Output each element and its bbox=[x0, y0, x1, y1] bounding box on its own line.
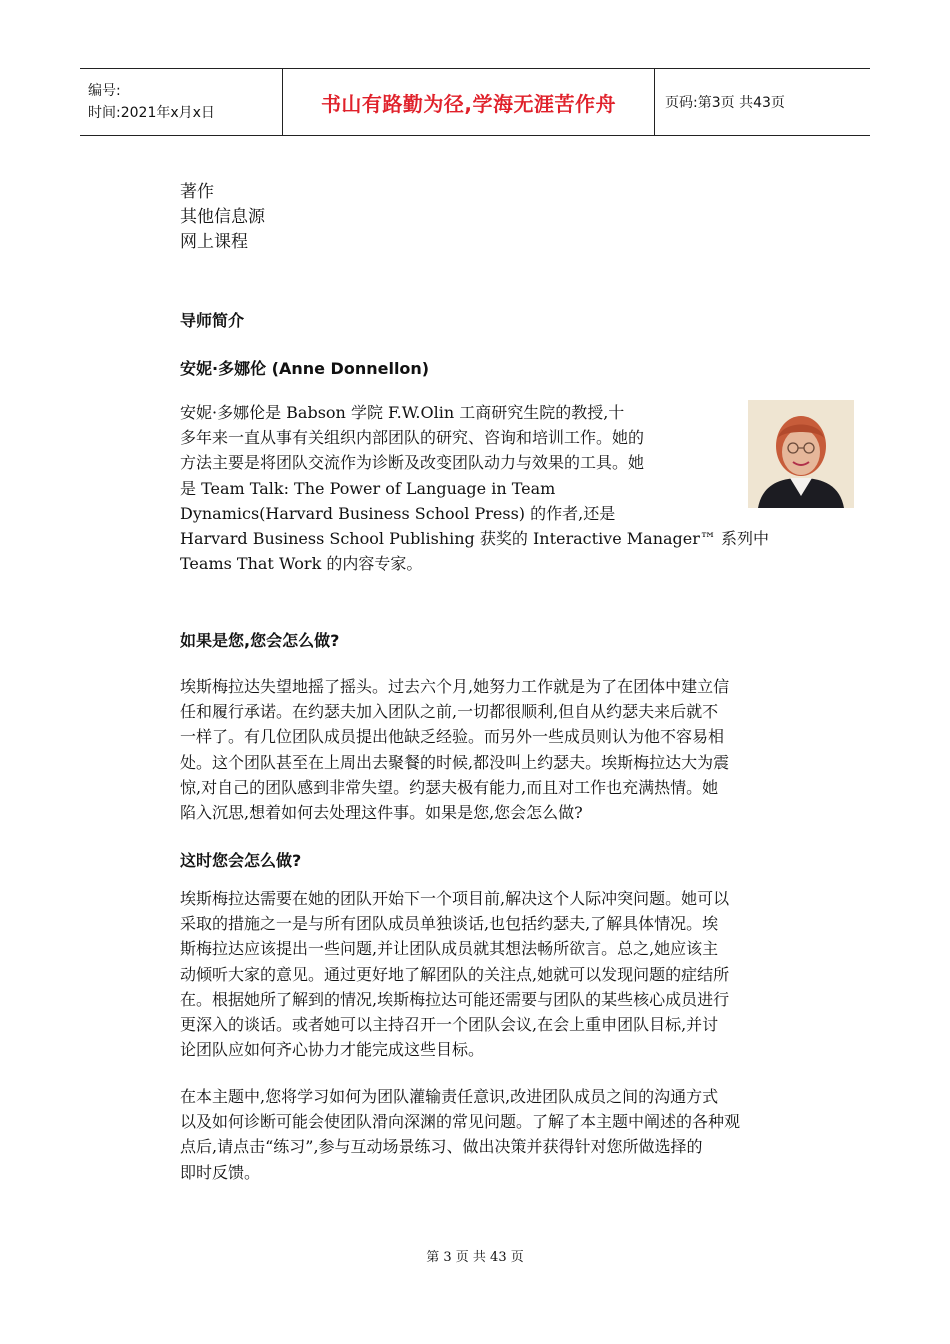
bio-line: 方法主要是将团队交流作为诊断及改变团队动力与效果的工具。她 bbox=[180, 453, 645, 473]
header-motto-cell bbox=[282, 69, 655, 135]
bio-line: 安妮·多娜伦是 Babson 学院 F.W.Olin 工商研究生院的教授,十 bbox=[180, 403, 625, 422]
resource-item: 其他信息源 bbox=[180, 207, 265, 227]
q2-line: 埃斯梅拉达需要在她的团队开始下一个项目前,解决这个人际冲突问题。她可以 bbox=[180, 889, 730, 908]
q2-line: 动倾听大家的意见。通过更好地了解团队的关注点,她就可以发现问题的症结所 bbox=[180, 964, 730, 984]
q1-paragraph bbox=[180, 674, 852, 825]
header-motto: 书山有路勤为径,学海无涯苦作舟 bbox=[320, 91, 617, 116]
resource-list bbox=[180, 180, 852, 255]
bio-line: 多年来一直从事有关组织内部团队的研究、咨询和培训工作。她的 bbox=[180, 428, 645, 448]
page-footer: 第 3 页 共 43 页 bbox=[426, 1250, 524, 1265]
q2-line: 采取的措施之一是与所有团队成员单独谈话,也包括约瑟夫,了解具体情况。埃 bbox=[180, 914, 719, 934]
q2-line: 斯梅拉达应该提出一些问题,并让团队成员就其想法畅所欲言。总之,她应该主 bbox=[180, 939, 719, 959]
q1-line: 埃斯梅拉达失望地摇了摇头。过去六个月,她努力工作就是为了在团体中建立信 bbox=[180, 677, 730, 696]
q2-paragraph bbox=[180, 886, 852, 1062]
resource-item: 网上课程 bbox=[180, 232, 248, 252]
intro-line: 在本主题中,您将学习如何为团队灌输责任意识,改进团队成员之间的沟通方式 bbox=[180, 1087, 719, 1106]
q2-line: 论团队应如何齐心协力才能完成这些目标。 bbox=[180, 1040, 485, 1060]
header-meta bbox=[80, 69, 282, 135]
header-page-info bbox=[655, 69, 870, 135]
intro-line: 即时反馈。 bbox=[180, 1162, 261, 1182]
q1-line: 任和履行承诺。在约瑟夫加入团队之前,一切都很顺利,但自从约瑟夫来后就不 bbox=[180, 702, 719, 722]
intro-line: 以及如何诊断可能会使团队滑向深渊的常见问题。了解了本主题中阐述的各种观 bbox=[180, 1112, 741, 1132]
q1-line: 一样了。有几位团队成员提出他缺乏经验。而另外一些成员则认为他不容易相 bbox=[180, 727, 725, 747]
q2-line: 在。根据她所了解到的情况,埃斯梅拉达可能还需要与团队的某些核心成员进行 bbox=[180, 989, 730, 1009]
intro-line: 点后,请点击“练习”,参与互动场景练习、做出决策并获得针对您所做选择的 bbox=[180, 1137, 703, 1157]
bio-line: 是 Team Talk: The Power of Language in Team bbox=[180, 478, 556, 498]
page-header bbox=[80, 68, 870, 136]
portrait-illustration-icon bbox=[748, 400, 854, 508]
q2-line: 更深入的谈话。或者她可以主持召开一个团队会议,在会上重申团队目标,并讨 bbox=[180, 1015, 719, 1035]
mentor-portrait bbox=[748, 400, 854, 508]
doc-number-label: 编号: bbox=[88, 83, 121, 99]
bio-line: Teams That Work 的内容专家。 bbox=[180, 554, 423, 574]
bio-line: Dynamics(Harvard Business School Press) 的作者,还是 bbox=[180, 503, 616, 523]
q1-line: 处。这个团队甚至在上周出去聚餐的时候,都没叫上约瑟夫。埃斯梅拉达大为震 bbox=[180, 752, 730, 772]
resource-item: 著作 bbox=[180, 182, 214, 202]
bio-line: Harvard Business School Publishing 获奖的 Interactive Manager™ 系列中 bbox=[180, 529, 769, 549]
q1-title: 如果是您,您会怎么做? bbox=[180, 631, 340, 650]
mentor-section-title: 导师简介 bbox=[180, 311, 245, 330]
intro-paragraph bbox=[180, 1084, 852, 1185]
page-info-text: 页码:第3页 共43页 bbox=[665, 95, 785, 111]
q2-title: 这时您会怎么做? bbox=[180, 851, 302, 870]
doc-time-label: 时间:2021年x月x日 bbox=[88, 105, 215, 121]
q1-line: 陷入沉思,想着如何去处理这件事。如果是您,您会怎么做? bbox=[180, 803, 583, 823]
mentor-name: 安妮·多娜伦 (Anne Donnellon) bbox=[180, 359, 430, 378]
q1-line: 惊,对自己的团队感到非常失望。约瑟夫极有能力,而且对工作也充满热情。她 bbox=[180, 777, 719, 797]
